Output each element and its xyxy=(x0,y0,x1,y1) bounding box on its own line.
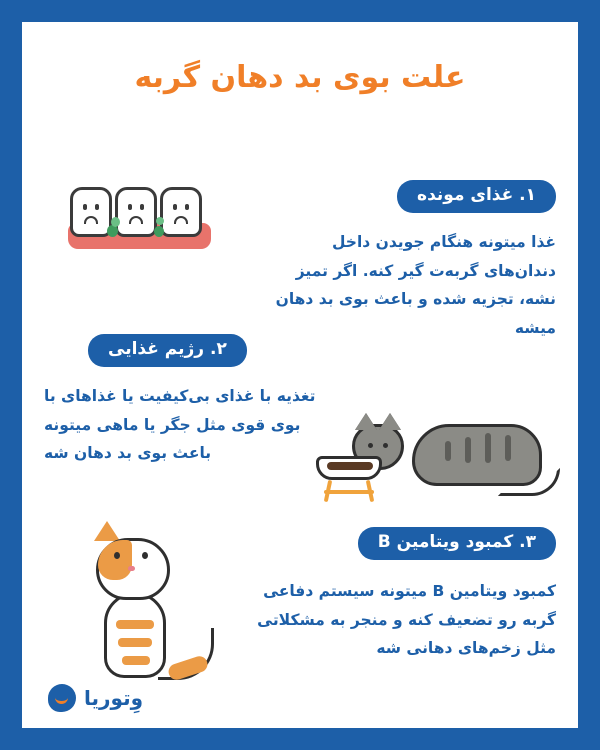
brand-logo-icon xyxy=(48,684,76,712)
food-bowl xyxy=(316,456,382,480)
section-2-body: تغذیه با غذای بی‌کیفیت یا غذاهای با بوی قوی مثل جگر یا ماهی میتونه باعث بوی بد دهان شه xyxy=(44,387,316,463)
cat-eye-left xyxy=(114,552,120,559)
plaque-icon xyxy=(111,217,120,227)
poster-card xyxy=(22,22,578,728)
cat-ear-right xyxy=(379,413,401,430)
cat-food xyxy=(327,462,373,470)
cat-ear-left xyxy=(94,521,120,541)
food-bowl-stand xyxy=(316,456,382,502)
section-1-body: غذا میتونه هنگام جویدن داخل دندان‌های گربه‌ت گیر کنه. اگر تمیز نشه، تجزیه شده و باعث بوی بد دهان میشه xyxy=(275,233,556,338)
cat-fur-patch xyxy=(98,540,132,580)
tooth-mouth xyxy=(84,216,98,224)
teeth-with-plaque-illustration xyxy=(62,170,217,255)
cat-eye-right xyxy=(142,552,148,559)
tooth-mouth xyxy=(174,216,188,224)
tooth-eye-right xyxy=(185,204,189,210)
plaque-icon xyxy=(156,217,164,225)
cat-eye-left xyxy=(368,443,373,448)
cat-eating-illustration xyxy=(310,374,550,504)
tooth-eye-left xyxy=(83,204,87,210)
tooth-eye-left xyxy=(128,204,132,210)
page-title: علت بوی بد دهان گربه xyxy=(134,60,466,95)
cat-ear-left xyxy=(355,413,377,430)
cat-stripe xyxy=(465,437,471,463)
footer-brand xyxy=(48,684,143,712)
section-2-badge: ۲. رژیم غذایی xyxy=(88,334,247,367)
cat-stripe xyxy=(118,638,152,647)
cat-body xyxy=(412,424,542,486)
cat-eye-right xyxy=(383,443,388,448)
tooth-mouth xyxy=(129,216,143,224)
cat-stripe xyxy=(445,441,451,461)
cat-stripe xyxy=(116,620,154,629)
tooth-icon xyxy=(70,187,112,237)
cat-nose xyxy=(128,566,135,571)
tooth-eye-left xyxy=(173,204,177,210)
section-3-badge: ۳. کمبود ویتامین B xyxy=(358,527,556,560)
section-1-badge: ۱. غذای مونده xyxy=(397,180,556,213)
cat-ear-right xyxy=(170,521,196,541)
tooth-icon xyxy=(115,187,157,237)
cat-body xyxy=(104,592,166,678)
stand-crossbar xyxy=(324,490,374,494)
section-3-body: کمبود ویتامین B میتونه سیستم دفاعی گربه رو تضعیف کنه و منجر به مشکلاتی مثل زخم‌های دهانی شه xyxy=(257,582,556,658)
tooth-eye-right xyxy=(95,204,99,210)
cat-stripe xyxy=(122,656,150,665)
cat-stripe xyxy=(505,435,511,461)
plaque-icon xyxy=(154,226,164,237)
brand-name: وِتوریا xyxy=(84,686,144,710)
orange-cat-illustration xyxy=(70,522,220,682)
cat-stripe xyxy=(485,433,491,463)
tooth-icon xyxy=(160,187,202,237)
tooth-eye-right xyxy=(140,204,144,210)
